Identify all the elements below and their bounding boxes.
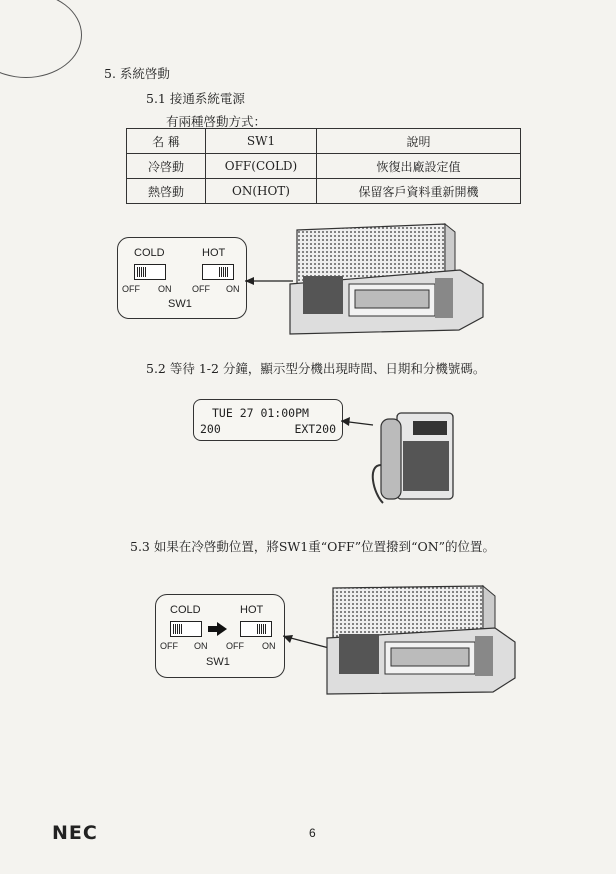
hot-label: HOT [202,247,226,259]
switch-cold-icon [134,264,166,280]
intro-text: 有兩種啓動方式： [166,114,267,129]
pbx-unit-icon [245,222,485,340]
switch-hot-icon [202,264,234,280]
lcd-line-1: TUE 27 01:00PM [212,406,309,420]
table-header-cell: 說明 [317,129,521,154]
hot-label: HOT [240,604,264,616]
switch-before-icon [170,621,202,637]
off-label: OFF [122,284,140,294]
table-cell: ON(HOT) [206,179,317,204]
sw1-label: SW1 [206,656,230,668]
table-row [127,179,521,204]
table-cell: 熱啓動 [127,179,206,204]
table-header-cell: SW1 [206,129,317,154]
on-label: ON [194,641,208,651]
phone-handset-icon [341,405,461,510]
lcd-line-2-left: 200 [200,422,221,436]
on-label: ON [262,641,276,651]
cold-label: COLD [134,247,165,259]
page-number: 6 [309,826,316,840]
startup-mode-table [126,128,521,204]
punch-hole-mark [0,0,82,78]
on-label: ON [226,284,240,294]
lcd-display [193,399,343,441]
subsection-5-2-text: 5.2 等待 1-2 分鐘，顯示型分機出現時間、日期和分機號碼。 [146,361,486,376]
table-cell: 冷啓動 [127,154,206,179]
on-label: ON [158,284,172,294]
off-label: OFF [226,641,244,651]
switch-panel-2 [155,594,285,678]
off-label: OFF [160,641,178,651]
table-header-cell: 名 稱 [127,129,206,154]
subsection-heading-5-1: 5.1 接通系統電源 [146,91,245,106]
off-label: OFF [192,284,210,294]
switch-after-icon [240,621,272,637]
subsection-5-3-text: 5.3 如果在冷啓動位置，將SW1重“OFF”位置撥到“ON”的位置。 [130,539,496,554]
cold-label: COLD [170,604,201,616]
switch-panel-1 [117,237,247,319]
table-cell: 恢復出廠設定值 [317,154,521,179]
table-cell: OFF(COLD) [206,154,317,179]
pbx-unit-icon [283,582,518,700]
nec-logo: NEC [52,822,98,844]
table-header-row [127,129,521,154]
table-cell: 保留客戶資料重新開機 [317,179,521,204]
lcd-line-2-right: EXT200 [294,422,336,436]
arrow-right-icon [217,622,227,636]
table-row [127,154,521,179]
sw1-label: SW1 [168,298,192,310]
section-title: 5. 系統啓動 [104,66,170,81]
